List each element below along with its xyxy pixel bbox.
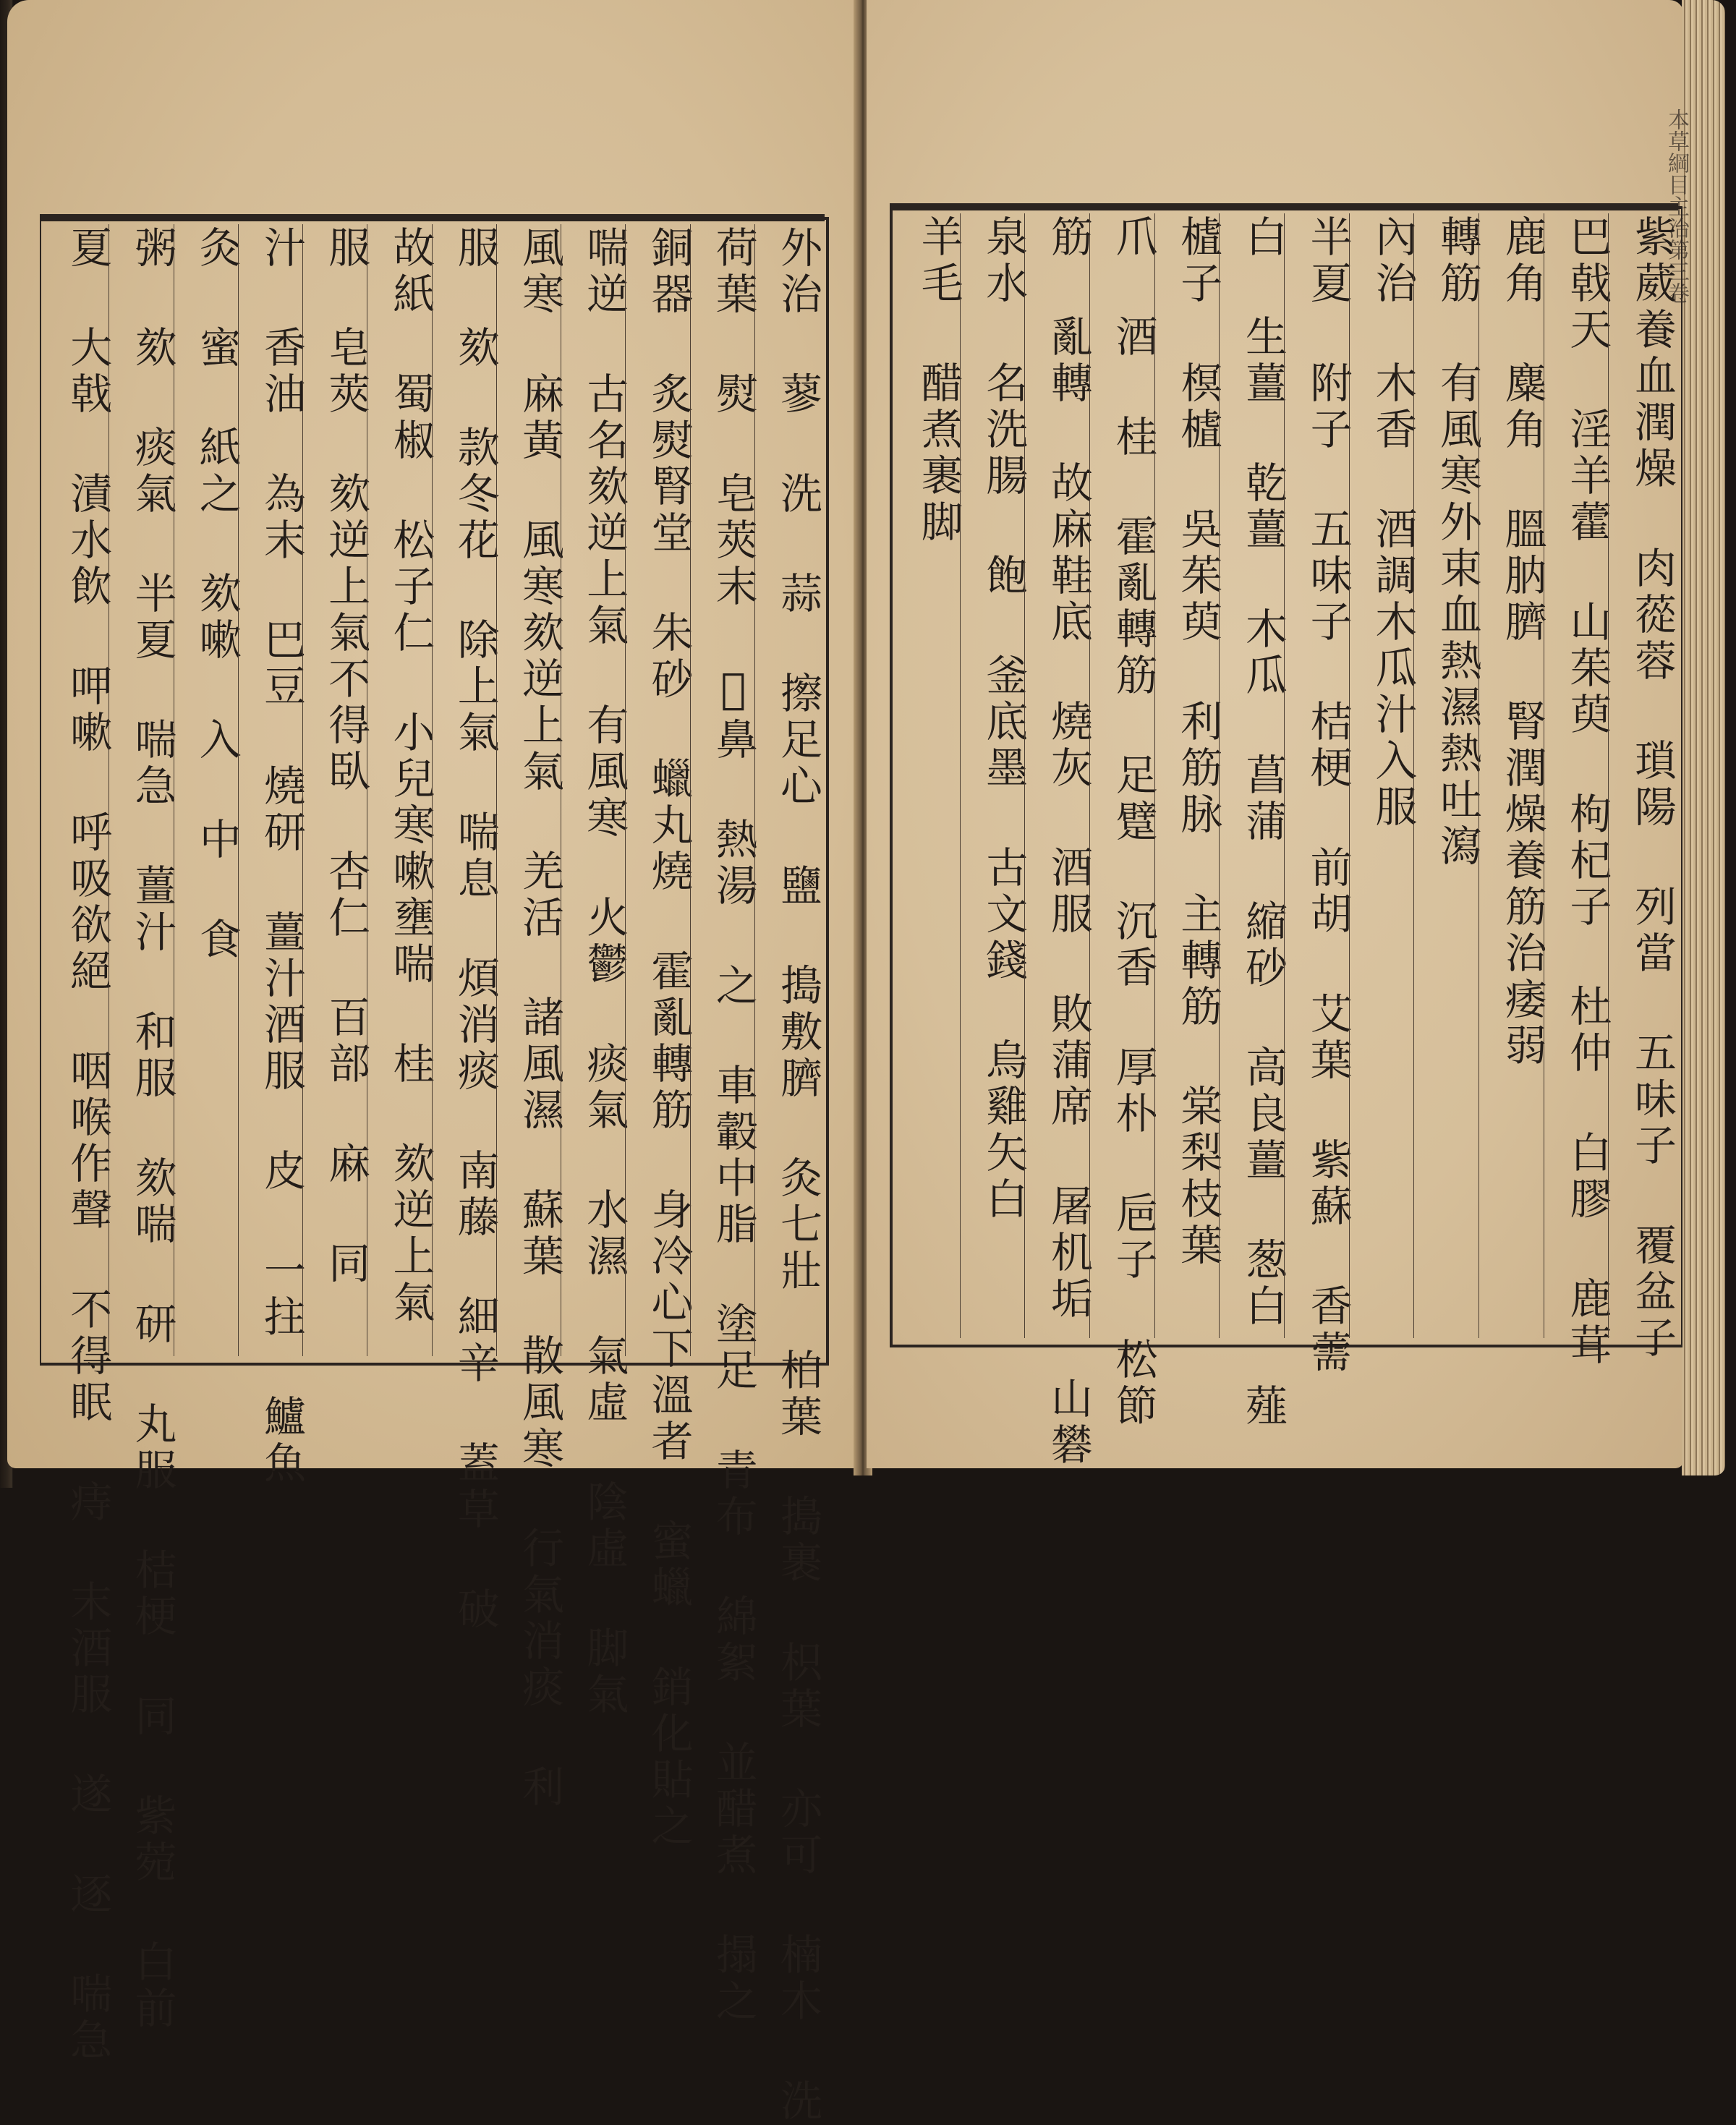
text-column: 羊毛 醋煮裹脚 — [914, 215, 963, 546]
text-column: 灸 蜜 紙之 欬嗽 入 中 食 — [174, 224, 238, 1356]
text-column: 銅器 炙熨腎堂 朱砂 蠟丸燒 霍亂轉筋 身冷心下溫者 蜜蠟 銷化貼之 — [625, 224, 689, 1356]
text-column: 巴戟天 淫羊藿 山茱萸 枸杞子 杜仲 白膠 鹿茸 — [1544, 213, 1609, 1338]
text-column: 荷葉 熨 皂莢末 𤋲鼻 熱湯 之 車轂中脂 塗足 青布 綿絮 並醋煮 搨之 — [690, 224, 754, 1356]
text-column: 紫葳養血潤燥 肉蓯蓉 瑣陽 列當 五味子 覆盆子 — [1608, 213, 1673, 1338]
text-column: 半夏 附子 五味子 桔梗 前胡 艾葉 紫蘇 香薷 — [1284, 213, 1349, 1338]
text-column: 泉水 名洗腸 飽 釜底墨 古文錢 烏雞矢白 — [960, 213, 1025, 1338]
right-page-columns — [895, 213, 1677, 1469]
text-column: 筋 亂轉 故麻鞋底 燒灰 酒服 敗蒲席 屠机垢 山礬 — [1024, 213, 1089, 1338]
text-column: 樝子 榠樝 吳茱萸 利筋脉 主轉筋 棠梨枝葉 — [1154, 213, 1220, 1338]
text-column: 白 生薑 乾薑 木瓜 菖蒲 縮砂 高良薑 葱白 薤 — [1219, 213, 1284, 1338]
text-column: 外治 蓼 洗 蒜 擦足心 鹽 搗敷臍 灸七壯 柏葉 搗裹 枳葉 亦可 楠木 洗 — [754, 224, 819, 1356]
text-column: 粥 欬 痰氣 半夏 喘急 薑汁 和服 欬喘 研 丸服 桔梗 同 紫菀 白前 — [109, 224, 173, 1356]
text-column: 故紙 蜀椒 松子仁 小兒寒嗽壅喘 桂 欬逆上氣 — [367, 224, 431, 1356]
fold-title: 本草綱目主治第三卷 — [1664, 108, 1689, 304]
text-column: 鹿角 麋角 膃肭臍 腎潤燥養筋治痿弱 — [1478, 213, 1544, 1338]
text-column: 服 皂莢 欬逆上氣不得臥 杏仁 百部 麻 同 — [302, 224, 367, 1356]
text-column: 喘逆 古名欬逆上氣 有風寒 火鬱 痰氣 水濕 氣虛 陰虛 脚氣 — [561, 224, 625, 1356]
text-column: 爪 酒 桂 霍亂轉筋 足躄 沉香 厚朴 巵子 松節 — [1089, 213, 1154, 1338]
text-column: 風寒 麻黃 風寒欬逆上氣 羌活 諸風濕 蘇葉 散風寒 行氣消痰 利 — [496, 224, 561, 1356]
text-column: 內治 木香 酒調木瓜汁入服 — [1349, 213, 1414, 1338]
left-page-columns — [45, 224, 822, 2125]
text-column: 服 欬 款冬花 除上氣 喘息 煩消痰 南藤 細辛 蓋草 破 — [432, 224, 496, 1356]
text-column: 汁 香油 為末 巴豆 燒研 薑汁酒服 皮 一拄 鱸魚 — [238, 224, 302, 1356]
text-column: 轉筋 有風寒外束血熱濕熱吐瀉 — [1413, 213, 1478, 1338]
text-column: 夏 大戟 漬水飲 呷嗽 呼吸欲絕 咽喉作聲 不得眠 痔 末酒服 遂 逐 喘急 — [63, 226, 113, 2064]
